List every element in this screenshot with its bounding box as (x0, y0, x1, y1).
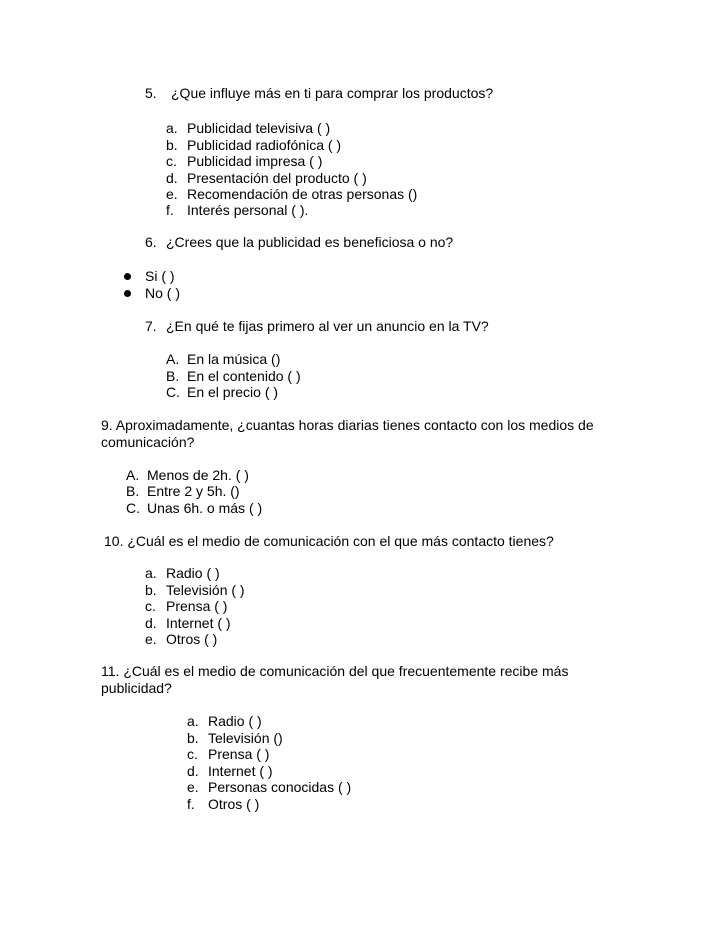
list-item: f. Otros ( ) (187, 796, 260, 812)
question-text: ¿Crees que la publicidad es beneficiosa o no? (166, 234, 454, 250)
list-item: f. Interés personal ( ). (166, 202, 309, 218)
bullet-icon (124, 290, 131, 297)
list-item: c. Publicidad impresa ( ) (166, 153, 323, 169)
list-item: a. Radio ( ) (187, 713, 262, 729)
question-text: ¿Que influye más en ti para comprar los productos? (171, 85, 494, 101)
question-7 (145, 318, 489, 335)
list-item: C. Unas 6h. o más ( ) (126, 500, 263, 516)
question-9-line-2: comunicación? (101, 434, 195, 450)
list-item: b. Televisión ( ) (145, 582, 245, 598)
list-item: C. En el precio ( ) (166, 384, 279, 400)
list-item: d. Internet ( ) (187, 763, 273, 779)
list-item: c. Prensa ( ) (187, 746, 270, 762)
list-item: c. Prensa ( ) (145, 598, 228, 614)
question-text: ¿En qué te fijas primero al ver un anuncio en la TV? (166, 318, 489, 334)
list-item: Si ( ) (145, 268, 175, 284)
list-item: d. Presentación del producto ( ) (166, 170, 367, 186)
question-number: 7. (145, 318, 157, 334)
list-item: b. Publicidad radiofónica ( ) (166, 137, 342, 153)
list-item: e. Otros ( ) (145, 631, 218, 647)
question-9-line-1: 9. Aproximadamente, ¿cuantas horas diarias tienes contacto con los medios de (101, 417, 594, 433)
bullet-icon (124, 273, 131, 280)
list-item: a. Publicidad televisiva ( ) (166, 120, 331, 136)
question-10: 10. ¿Cuál es el medio de comunicación con el que más contacto tienes? (104, 533, 554, 549)
list-item: B. Entre 2 y 5h. () (126, 483, 240, 499)
list-item: No ( ) (145, 285, 180, 301)
question-11-line-1: 11. ¿Cuál es el medio de comunicación del que frecuentemente recibe más (101, 663, 569, 679)
list-item: e. Personas conocidas ( ) (187, 779, 352, 795)
list-item: B. En el contenido ( ) (166, 368, 301, 384)
list-item: A. En la música () (166, 351, 281, 367)
list-item: A. Menos de 2h. ( ) (126, 467, 249, 483)
question-number: 6. (145, 234, 157, 250)
list-item: b. Televisión () (187, 730, 283, 746)
question-5 (145, 85, 493, 102)
question-11-line-2: publicidad? (101, 680, 172, 696)
list-item: a. Radio ( ) (145, 565, 220, 581)
list-item: d. Internet ( ) (145, 615, 231, 631)
question-number: 5. (145, 85, 157, 101)
list-item: e. Recomendación de otras personas () (166, 186, 418, 202)
question-6 (145, 234, 453, 251)
